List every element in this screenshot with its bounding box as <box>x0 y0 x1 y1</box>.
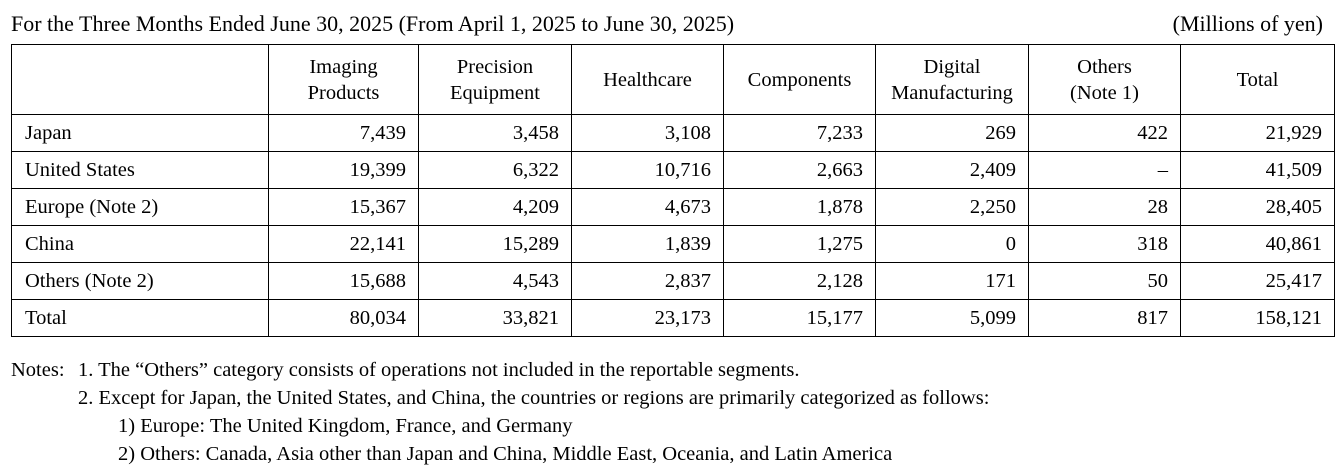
cell-imaging-products: 7,439 <box>269 115 419 152</box>
cell-imaging-products: 15,367 <box>269 189 419 226</box>
cell-others: – <box>1029 152 1181 189</box>
cell-components: 1,878 <box>724 189 876 226</box>
cell-components: 1,275 <box>724 226 876 263</box>
header-corner <box>12 45 269 115</box>
cell-total: 21,929 <box>1181 115 1335 152</box>
note-2-sub-2 <box>11 440 989 468</box>
cell-imaging-products: 19,399 <box>269 152 419 189</box>
header-line: Total <box>1236 68 1279 91</box>
cell-others: 28 <box>1029 189 1181 226</box>
header-line: Healthcare <box>603 68 692 91</box>
header-healthcare <box>572 45 724 115</box>
header-digital-manufacturing <box>876 45 1029 115</box>
table-title: For the Three Months Ended June 30, 2025 (From April 1, 2025 to June 30, 2025) <box>11 11 735 36</box>
cell-imaging-products: 15,688 <box>269 263 419 300</box>
header-precision-equipment <box>419 45 572 115</box>
cell-digital-manufacturing: 269 <box>876 115 1029 152</box>
cell-precision-equipment: 33,821 <box>419 300 572 337</box>
header-line: Digital <box>923 55 981 78</box>
cell-total: 41,509 <box>1181 152 1335 189</box>
cell-imaging-products: 80,034 <box>269 300 419 337</box>
note-text: 2. Except for Japan, the United States, and China, the countries or regions are primarily categorized as follows: <box>78 387 990 409</box>
row-label: Europe (Note 2) <box>12 189 269 226</box>
note-text: 1. The “Others” category consists of operations not included in the reportable segments. <box>78 359 800 381</box>
header-line: Equipment <box>450 81 540 104</box>
header-others <box>1029 45 1181 115</box>
header-total <box>1181 45 1335 115</box>
note-sub-text: 2) Others: Canada, Asia other than Japan and China, Middle East, Oceania, and Latin America <box>118 443 893 465</box>
cell-imaging-products: 22,141 <box>269 226 419 263</box>
note-2 <box>11 384 989 412</box>
note-1 <box>11 356 989 384</box>
cell-digital-manufacturing: 2,409 <box>876 152 1029 189</box>
table-row-europe <box>12 189 1335 226</box>
cell-others: 50 <box>1029 263 1181 300</box>
table-header-row <box>12 45 1335 115</box>
cell-healthcare: 3,108 <box>572 115 724 152</box>
cell-precision-equipment: 6,322 <box>419 152 572 189</box>
cell-others: 422 <box>1029 115 1181 152</box>
header-line: (Note 1) <box>1070 81 1139 104</box>
header-line: Imaging <box>309 55 378 78</box>
note-2-sub-1 <box>11 412 989 440</box>
cell-precision-equipment: 15,289 <box>419 226 572 263</box>
header-line: Products <box>307 81 380 104</box>
row-label: United States <box>12 152 269 189</box>
cell-total: 25,417 <box>1181 263 1335 300</box>
cell-digital-manufacturing: 171 <box>876 263 1029 300</box>
unit-label: (Millions of yen) <box>1172 11 1323 36</box>
table-row-united-states <box>12 152 1335 189</box>
cell-components: 2,128 <box>724 263 876 300</box>
cell-healthcare: 10,716 <box>572 152 724 189</box>
cell-healthcare: 23,173 <box>572 300 724 337</box>
cell-precision-equipment: 4,543 <box>419 263 572 300</box>
table-row-china <box>12 226 1335 263</box>
header-line: Others <box>1077 55 1132 78</box>
cell-total: 28,405 <box>1181 189 1335 226</box>
table-row-total <box>12 300 1335 337</box>
cell-total: 40,861 <box>1181 226 1335 263</box>
cell-healthcare: 4,673 <box>572 189 724 226</box>
cell-others: 817 <box>1029 300 1181 337</box>
cell-digital-manufacturing: 0 <box>876 226 1029 263</box>
cell-healthcare: 2,837 <box>572 263 724 300</box>
notes-section <box>11 356 989 468</box>
cell-others: 318 <box>1029 226 1181 263</box>
row-label: Total <box>12 300 269 337</box>
cell-precision-equipment: 3,458 <box>419 115 572 152</box>
cell-digital-manufacturing: 2,250 <box>876 189 1029 226</box>
note-sub-text: 1) Europe: The United Kingdom, France, and Germany <box>118 415 573 437</box>
header-components <box>724 45 876 115</box>
cell-total: 158,121 <box>1181 300 1335 337</box>
segment-sales-table <box>11 44 1335 337</box>
cell-components: 2,663 <box>724 152 876 189</box>
table-row-others <box>12 263 1335 300</box>
header-line: Precision <box>456 55 534 78</box>
row-label: Others (Note 2) <box>12 263 269 300</box>
header-line: Manufacturing <box>891 81 1013 104</box>
header-imaging-products <box>269 45 419 115</box>
row-label: Japan <box>12 115 269 152</box>
notes-label: Notes: <box>11 359 65 381</box>
row-label: China <box>12 226 269 263</box>
cell-components: 7,233 <box>724 115 876 152</box>
cell-healthcare: 1,839 <box>572 226 724 263</box>
cell-digital-manufacturing: 5,099 <box>876 300 1029 337</box>
header-line: Components <box>747 68 852 91</box>
table-row-japan <box>12 115 1335 152</box>
cell-components: 15,177 <box>724 300 876 337</box>
cell-precision-equipment: 4,209 <box>419 189 572 226</box>
